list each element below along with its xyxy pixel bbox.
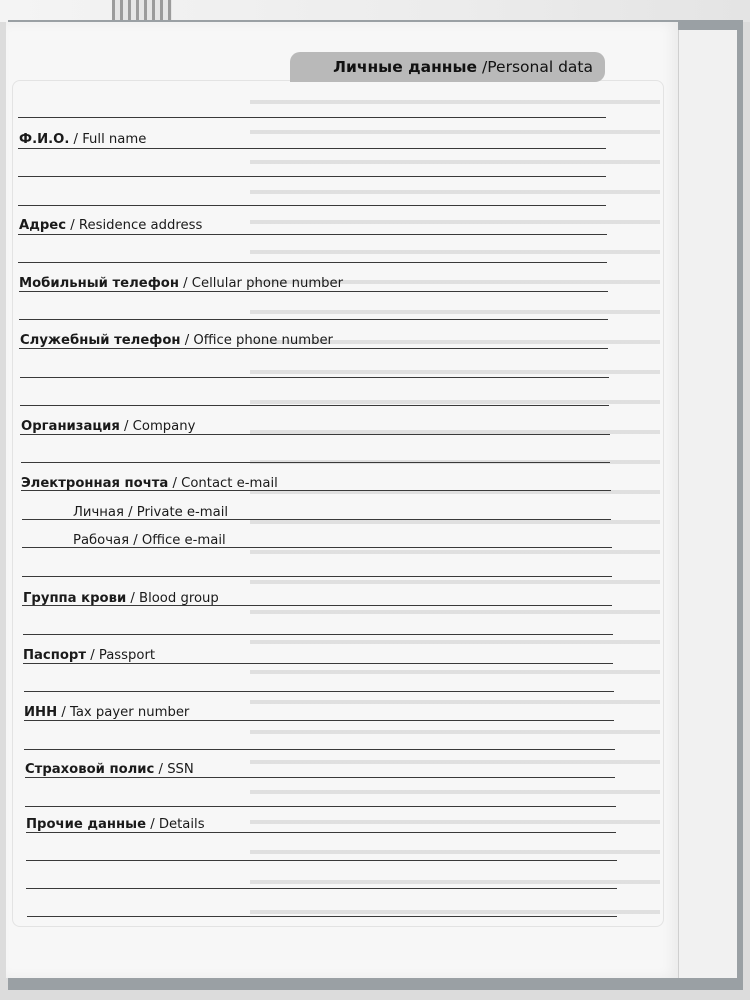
- rule-line[interactable]: [25, 777, 615, 778]
- rule-line[interactable]: [19, 291, 608, 292]
- rule-line[interactable]: [23, 634, 613, 635]
- field-label-address: Адрес / Residence address: [19, 218, 203, 233]
- rule-line[interactable]: [20, 377, 609, 378]
- field-label-office-email: Рабочая / Office e-mail: [73, 533, 226, 548]
- rule-line[interactable]: [21, 462, 610, 463]
- rule-line[interactable]: [18, 262, 607, 263]
- field-label-passport: Паспорт / Passport: [23, 648, 156, 663]
- rule-line[interactable]: [26, 860, 617, 861]
- rule-line[interactable]: [20, 434, 610, 435]
- rule-line[interactable]: [24, 720, 614, 721]
- rule-line[interactable]: [23, 663, 613, 664]
- field-label-ssn: Страховой полис / SSN: [25, 762, 194, 777]
- field-label-company: Организация / Company: [21, 419, 196, 434]
- rule-line[interactable]: [19, 319, 608, 320]
- field-label-inn: ИНН / Tax payer number: [24, 705, 190, 720]
- rule-line[interactable]: [18, 234, 607, 235]
- header-title-ru: Личные данные: [333, 58, 478, 76]
- field-label-blood-group: Группа крови / Blood group: [23, 591, 219, 606]
- field-label-private-email: Личная / Private e-mail: [73, 505, 229, 520]
- rule-line[interactable]: [18, 176, 606, 177]
- rule-line[interactable]: [20, 405, 609, 406]
- rule-line: [18, 117, 606, 118]
- next-page-edge: [678, 30, 737, 978]
- header-title-en: Personal data: [487, 58, 593, 76]
- rule-line[interactable]: [19, 348, 608, 349]
- field-label-office-phone: Служебный телефон / Office phone number: [20, 333, 333, 348]
- rule-line[interactable]: [18, 205, 606, 206]
- rule-line[interactable]: [27, 916, 617, 917]
- field-label-full-name: Ф.И.О. / Full name: [19, 132, 147, 147]
- field-label-email: Электронная почта / Contact e-mail: [21, 476, 278, 491]
- section-header: [290, 52, 605, 82]
- field-label-details: Прочие данные / Details: [26, 817, 205, 832]
- field-label-mobile: Мобильный телефон / Cellular phone number: [19, 276, 344, 291]
- rule-line[interactable]: [26, 888, 617, 889]
- rule-line[interactable]: [24, 749, 615, 750]
- rule-line[interactable]: [18, 148, 606, 149]
- form-frame: [12, 80, 664, 927]
- rule-line[interactable]: [25, 806, 616, 807]
- rule-line[interactable]: [24, 691, 614, 692]
- header-slash: /: [482, 58, 488, 76]
- rule-line[interactable]: [22, 576, 612, 577]
- rule-line[interactable]: [26, 832, 616, 833]
